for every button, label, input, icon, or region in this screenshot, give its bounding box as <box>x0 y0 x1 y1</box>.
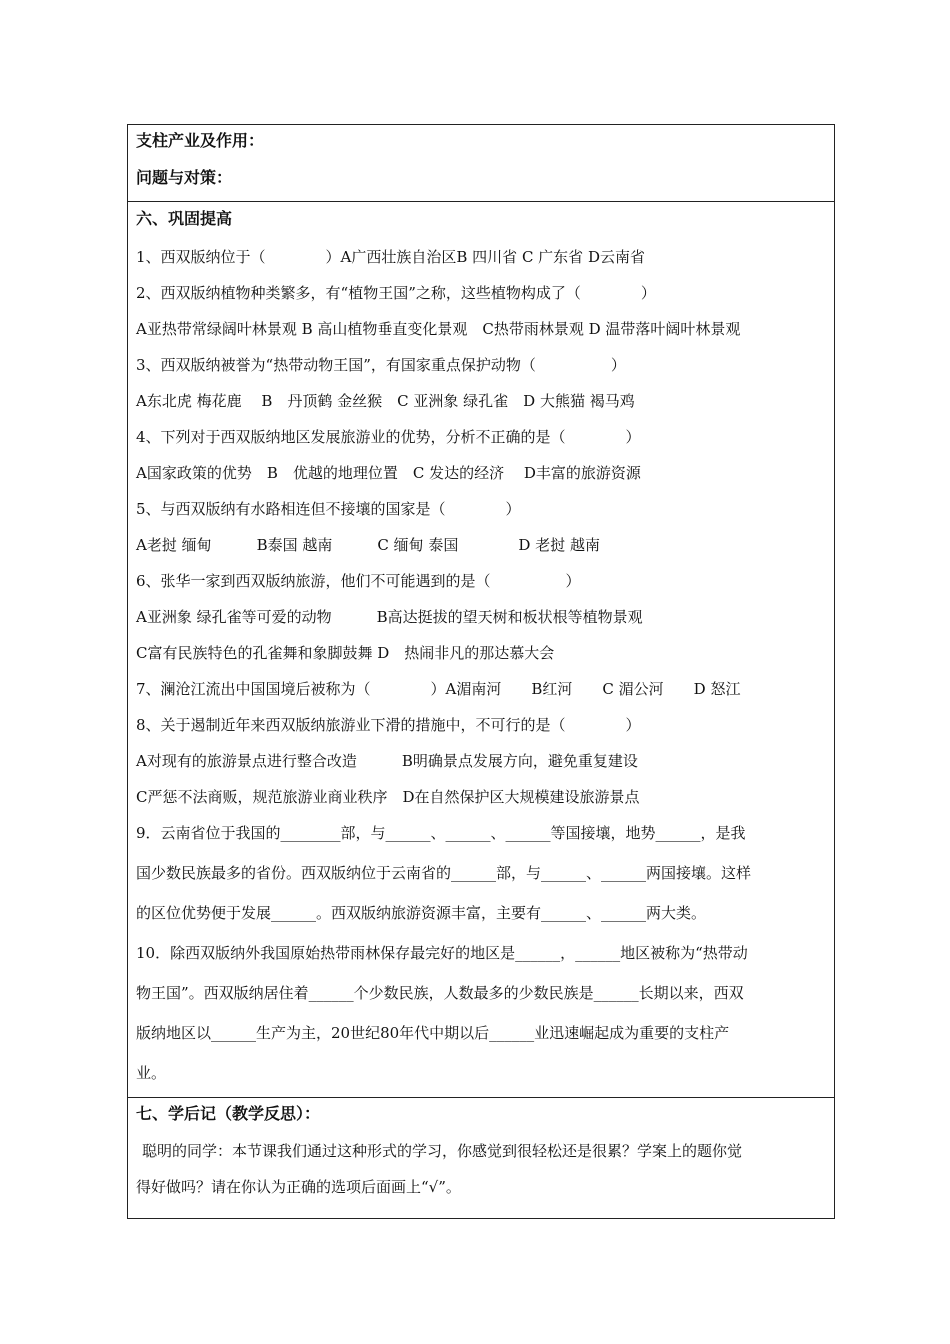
question-10-line-4: 业。 <box>136 1064 167 1082</box>
section-seven-heading: 七、学后记（教学反思）： <box>136 1104 321 1123</box>
question-10-line-2: 物王国”。西双版纳居住着______个少数民族，人数最多的少数民族是______长期以来，西双 <box>136 984 744 1002</box>
pillar-industry-label: 支柱产业及作用： <box>136 131 265 150</box>
question-6-options-ab: A亚洲象 绿孔雀等可爱的动物 B高达挺拔的望天树和板状根等植物景观 <box>136 608 643 626</box>
question-6-options-cd: C富有民族特色的孔雀舞和象脚鼓舞 D 热闹非凡的那达慕大会 <box>136 644 555 662</box>
question-2-options: A亚热带常绿阔叶林景观 B 高山植物垂直变化景观 C热带雨林景观 D 温带落叶阔叶林景观 <box>136 320 741 338</box>
question-8-options-ab: A对现有的旅游景点进行整合改造 B明确景点发展方向，避免重复建设 <box>136 752 638 770</box>
question-5: 5、与西双版纳有水路相连但不接壤的国家是（ ） <box>136 500 521 518</box>
question-4: 4、下列对于西双版纳地区发展旅游业的优势，分析不正确的是（ ） <box>136 428 641 446</box>
reflection-line-1: 聪明的同学：本节课我们通过这种形式的学习，你感觉到很轻松还是很累？学案上的题你觉 <box>142 1142 743 1160</box>
section-pillar-industry <box>127 124 835 202</box>
question-10-line-3: 版纳地区以______生产为主，20世纪80年代中期以后______业迅速崛起成为重要的支柱产 <box>136 1024 730 1042</box>
reflection-line-2: 得好做吗？请在你认为正确的选项后面画上“√”。 <box>136 1178 461 1196</box>
question-9-line-3: 的区位优势便于发展______。西双版纳旅游资源丰富，主要有______、______两大类。 <box>136 904 707 922</box>
question-10-line-1: 10．除西双版纳外我国原始热带雨林保存最完好的地区是______，______地区被称为“热带动 <box>136 944 748 962</box>
question-2: 2、西双版纳植物种类繁多，有“植物王国”之称，这些植物构成了（ ） <box>136 284 656 302</box>
section-reflection <box>127 1097 835 1219</box>
question-1: 1、西双版纳位于（ ）A广西壮族自治区B 四川省 C 广东省 D云南省 <box>136 248 645 266</box>
section-six-heading: 六、巩固提高 <box>136 209 233 228</box>
problems-label: 问题与对策： <box>136 168 233 187</box>
question-6: 6、张华一家到西双版纳旅游，他们不可能遇到的是（ ） <box>136 572 581 590</box>
question-7: 7、澜沧江流出中国国境后被称为（ ）A湄南河 B红河 C 湄公河 D 怒江 <box>136 680 741 698</box>
section-consolidation <box>127 201 835 1098</box>
question-5-options: A老挝 缅甸 B泰国 越南 C 缅甸 泰国 D 老挝 越南 <box>136 536 600 554</box>
question-8: 8、关于遏制近年来西双版纳旅游业下滑的措施中，不可行的是（ ） <box>136 716 641 734</box>
question-3-options: A东北虎 梅花鹿 B 丹顶鹤 金丝猴 C 亚洲象 绿孔雀 D 大熊猫 褐马鸡 <box>136 392 635 410</box>
question-4-options: A国家政策的优势 B 优越的地理位置 C 发达的经济 D丰富的旅游资源 <box>136 464 641 482</box>
question-8-options-cd: C严惩不法商贩，规范旅游业商业秩序 D在自然保护区大规模建设旅游景点 <box>136 788 640 806</box>
question-9-line-2: 国少数民族最多的省份。西双版纳位于云南省的______部，与______、______两国接壤。这样 <box>136 864 752 882</box>
question-9-line-1: 9．云南省位于我国的________部，与______、______、______等国接壤，地势______，是我 <box>136 824 746 842</box>
question-3: 3、西双版纳被誉为“热带动物王国”，有国家重点保护动物（ ） <box>136 356 626 374</box>
